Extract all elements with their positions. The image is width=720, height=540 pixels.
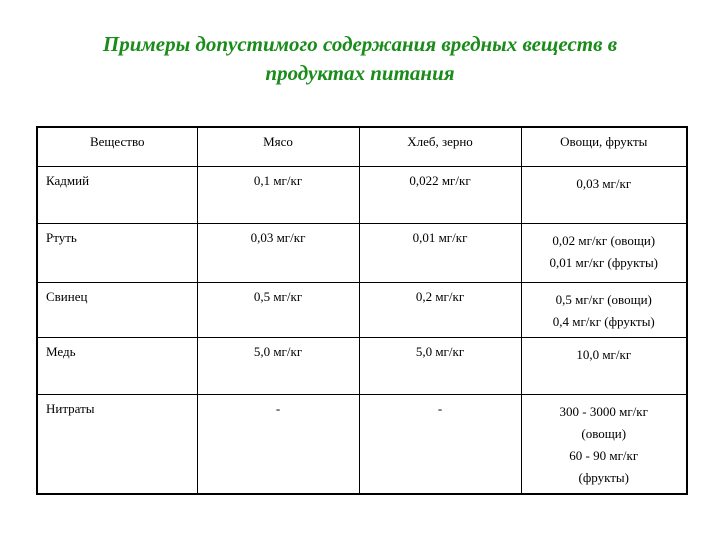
veg-value-line: 60 - 90 мг/кг <box>569 448 639 463</box>
veg-value-line: 0,4 мг/кг (фрукты) <box>552 314 655 329</box>
veg-value-line: 0,5 мг/кг (овощи) <box>555 292 652 307</box>
substance-name: Свинец <box>37 283 197 338</box>
table-row <box>37 224 687 283</box>
veg-value <box>521 167 687 224</box>
bread-value: 0,01 мг/кг <box>359 224 521 283</box>
bread-value: - <box>359 395 521 495</box>
title-line-2: продуктах питания <box>265 61 455 85</box>
header-substance: Вещество <box>37 127 197 167</box>
table-row <box>37 338 687 395</box>
bread-value: 0,2 мг/кг <box>359 283 521 338</box>
table-row <box>37 395 687 495</box>
veg-value-line: (овощи) <box>581 426 627 441</box>
substance-name: Медь <box>37 338 197 395</box>
veg-value-line: 0,01 мг/кг (фрукты) <box>549 255 659 270</box>
meat-value: 0,5 мг/кг <box>197 283 359 338</box>
substance-name: Кадмий <box>37 167 197 224</box>
substance-name: Нитраты <box>37 395 197 495</box>
table-row <box>37 283 687 338</box>
veg-value-line: 0,02 мг/кг (овощи) <box>552 233 656 248</box>
title-line-1: Примеры допустимого содержания вредных веществ в <box>102 32 618 56</box>
header-bread-grain: Хлеб, зерно <box>359 127 521 167</box>
veg-value <box>521 395 687 495</box>
meat-value: - <box>197 395 359 495</box>
veg-value-line: (фрукты) <box>578 470 629 485</box>
substance-name: Ртуть <box>37 224 197 283</box>
meat-value: 5,0 мг/кг <box>197 338 359 395</box>
meat-value: 0,03 мг/кг <box>197 224 359 283</box>
header-vegetables-fruits: Овощи, фрукты <box>521 127 687 167</box>
veg-value-line: 300 - 3000 мг/кг <box>559 404 648 419</box>
page-title <box>40 30 680 88</box>
meat-value: 0,1 мг/кг <box>197 167 359 224</box>
veg-value <box>521 283 687 338</box>
veg-value-line: 0,03 мг/кг <box>576 176 632 191</box>
veg-value <box>521 338 687 395</box>
veg-value-line: 10,0 мг/кг <box>576 347 632 362</box>
bread-value: 5,0 мг/кг <box>359 338 521 395</box>
table-header-row <box>37 127 687 167</box>
header-meat: Мясо <box>197 127 359 167</box>
veg-value <box>521 224 687 283</box>
substances-table <box>36 126 688 495</box>
table-row <box>37 167 687 224</box>
bread-value: 0,022 мг/кг <box>359 167 521 224</box>
